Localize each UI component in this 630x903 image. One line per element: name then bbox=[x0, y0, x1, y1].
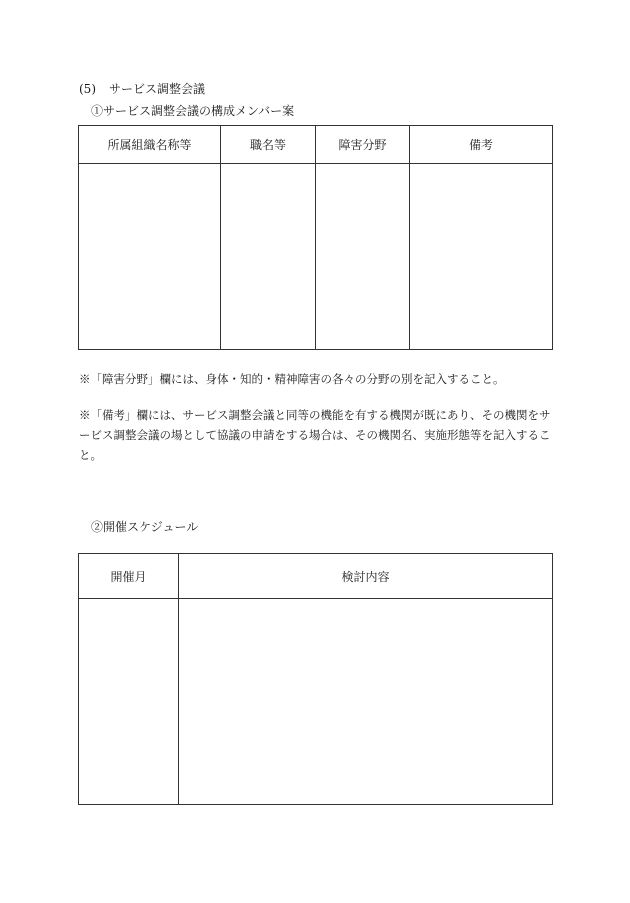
members-table bbox=[78, 125, 553, 350]
schedule-table bbox=[78, 553, 553, 805]
schedule-entry-row bbox=[79, 599, 553, 805]
schedule-header-row bbox=[79, 554, 553, 599]
note-remarks: ※「備考」欄には、サービス調整会議と同等の機能を有する機関が既にあり、その機関をサービス調整会議の場として協議の申請をする場合は、その機関名、実施形態等を記入すること。 bbox=[79, 408, 551, 462]
organization-cell[interactable] bbox=[79, 164, 221, 350]
note-disability-field: ※「障害分野」欄には、身体・知的・精神障害の各々の分野の別を記入すること。 bbox=[79, 372, 505, 386]
section-number: (5) bbox=[79, 82, 96, 96]
column-header-remarks: 備考 bbox=[410, 126, 553, 164]
disability-field-cell[interactable] bbox=[316, 164, 410, 350]
members-header-row bbox=[79, 126, 553, 164]
column-header-organization: 所属組織名称等 bbox=[79, 126, 221, 164]
schedule-caption: ②開催スケジュール bbox=[91, 520, 199, 534]
members-caption: ①サービス調整会議の構成メンバー案 bbox=[91, 104, 295, 118]
remarks-cell[interactable] bbox=[410, 164, 553, 350]
topics-cell[interactable] bbox=[179, 599, 553, 805]
month-cell[interactable] bbox=[79, 599, 179, 805]
column-header-disability-field: 障害分野 bbox=[316, 126, 410, 164]
job-title-cell[interactable] bbox=[221, 164, 316, 350]
column-header-job-title: 職名等 bbox=[221, 126, 316, 164]
column-header-month: 開催月 bbox=[79, 554, 179, 599]
section-title: サービス調整会議 bbox=[109, 82, 206, 96]
members-entry-row bbox=[79, 164, 553, 350]
column-header-topics: 検討内容 bbox=[179, 554, 553, 599]
